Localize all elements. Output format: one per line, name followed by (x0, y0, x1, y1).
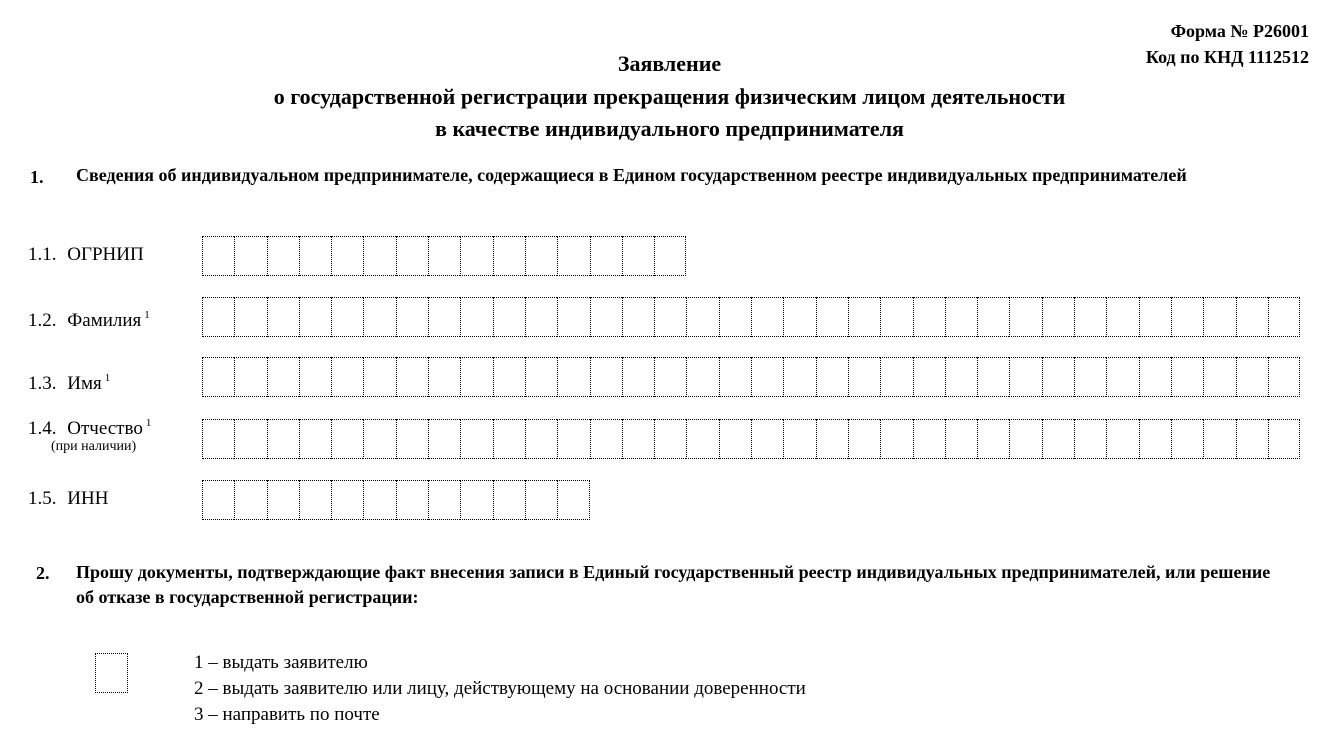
patronymic-input-grid[interactable] (202, 419, 1300, 459)
char-cell[interactable] (1009, 297, 1041, 337)
char-cell[interactable] (622, 419, 654, 459)
char-cell[interactable] (1268, 357, 1300, 397)
char-cell[interactable] (202, 419, 234, 459)
char-cell[interactable] (622, 236, 654, 276)
char-cell[interactable] (234, 236, 266, 276)
form-number: Форма № Р26001 (1170, 21, 1309, 41)
char-cell[interactable] (880, 357, 912, 397)
char-cell[interactable] (525, 419, 557, 459)
char-cell[interactable] (267, 297, 299, 337)
section1-heading: Сведения об индивидуальном предпринимателе, содержащиеся в Едином государственном реестре индивидуальных предпринимателей (76, 165, 1187, 185)
char-cell[interactable] (1203, 297, 1235, 337)
char-cell[interactable] (1106, 419, 1138, 459)
char-cell[interactable] (1106, 297, 1138, 337)
field-label-text: Имя (67, 373, 102, 394)
char-cell[interactable] (1009, 419, 1041, 459)
char-cell[interactable] (1171, 419, 1203, 459)
char-cell[interactable] (719, 357, 751, 397)
field-label-text: ИНН (67, 488, 109, 509)
char-cell[interactable] (299, 480, 331, 520)
char-cell[interactable] (1203, 419, 1235, 459)
char-cell[interactable] (428, 236, 460, 276)
char-cell[interactable] (234, 419, 266, 459)
footnote-marker: 1 (144, 309, 150, 321)
char-cell[interactable] (816, 297, 848, 337)
field-name-label (28, 366, 110, 396)
char-cell[interactable] (977, 357, 1009, 397)
char-cell[interactable] (880, 297, 912, 337)
surname-input-grid[interactable] (202, 297, 1300, 337)
char-cell[interactable] (267, 236, 299, 276)
char-cell[interactable] (557, 297, 589, 337)
field-label-text: Отчество (67, 418, 143, 439)
char-cell[interactable] (460, 480, 492, 520)
char-cell[interactable] (945, 419, 977, 459)
char-cell[interactable] (202, 297, 234, 337)
char-cell[interactable] (654, 419, 686, 459)
char-cell[interactable] (493, 419, 525, 459)
delivery-method-checkbox[interactable] (95, 653, 128, 693)
field-number: 1.3. (28, 373, 57, 394)
char-cell[interactable] (428, 419, 460, 459)
char-cell[interactable] (460, 419, 492, 459)
field-number: 1.1. (28, 244, 57, 265)
char-cell[interactable] (363, 419, 395, 459)
char-cell[interactable] (557, 236, 589, 276)
char-cell[interactable] (1074, 297, 1106, 337)
char-cell[interactable] (299, 419, 331, 459)
char-cell[interactable] (267, 480, 299, 520)
char-cell[interactable] (428, 297, 460, 337)
char-cell[interactable] (525, 297, 557, 337)
char-cell[interactable] (751, 297, 783, 337)
char-cell[interactable] (654, 357, 686, 397)
knd-code: Код по КНД 1112512 (1145, 47, 1309, 67)
char-cell[interactable] (396, 236, 428, 276)
char-cell[interactable] (816, 357, 848, 397)
char-cell[interactable] (525, 236, 557, 276)
char-cell[interactable] (719, 297, 751, 337)
char-cell[interactable] (493, 297, 525, 337)
char-cell[interactable] (331, 357, 363, 397)
field-number: 1.5. (28, 488, 57, 509)
char-cell[interactable] (913, 357, 945, 397)
char-cell[interactable] (557, 419, 589, 459)
field-label-text: ОГРНИП (67, 244, 144, 265)
document-title: Заявление (617, 51, 722, 76)
char-cell[interactable] (848, 297, 880, 337)
char-cell[interactable] (783, 419, 815, 459)
char-cell[interactable] (1139, 419, 1171, 459)
char-cell[interactable] (590, 297, 622, 337)
field-inn-label (28, 487, 108, 511)
char-cell[interactable] (428, 480, 460, 520)
char-cell[interactable] (525, 357, 557, 397)
char-cell[interactable] (428, 357, 460, 397)
char-cell[interactable] (267, 419, 299, 459)
char-cell[interactable] (1236, 297, 1268, 337)
section2-heading: Прошу документы, подтверждающие факт внесения записи в Единый государственный реестр индивидуальных предпринимателей, или решение об отказе в государственной регистрации: (76, 562, 1271, 607)
char-cell[interactable] (363, 480, 395, 520)
char-cell[interactable] (331, 480, 363, 520)
char-cell[interactable] (1171, 297, 1203, 337)
char-cell[interactable] (1042, 419, 1074, 459)
char-cell[interactable] (234, 357, 266, 397)
char-cell[interactable] (1236, 419, 1268, 459)
char-cell[interactable] (977, 419, 1009, 459)
char-cell[interactable] (1139, 297, 1171, 337)
footnote-marker: 1 (104, 372, 111, 384)
char-cell[interactable] (460, 236, 492, 276)
name-input-grid[interactable] (202, 357, 1300, 397)
char-cell[interactable] (1268, 419, 1300, 459)
char-cell[interactable] (654, 236, 686, 276)
char-cell[interactable] (202, 480, 234, 520)
ogrnip-input-grid[interactable] (202, 236, 686, 276)
char-cell[interactable] (331, 419, 363, 459)
document-subtitle-line2: в качестве индивидуального предпринимателя (435, 116, 904, 141)
char-cell[interactable] (719, 419, 751, 459)
section1-number: 1. (30, 167, 44, 187)
char-cell[interactable] (557, 480, 589, 520)
char-cell[interactable] (751, 419, 783, 459)
section2-number: 2. (36, 563, 50, 583)
char-cell[interactable] (299, 357, 331, 397)
char-cell[interactable] (299, 236, 331, 276)
option-2: 2 – выдать заявителю или лицу, действующему на основании доверенности (194, 678, 806, 699)
document-subtitle-line1: о государственной регистрации прекращения физическим лицом деятельности (273, 84, 1066, 109)
char-cell[interactable] (816, 419, 848, 459)
char-cell[interactable] (331, 297, 363, 337)
char-cell[interactable] (783, 357, 815, 397)
char-cell[interactable] (493, 357, 525, 397)
char-cell[interactable] (396, 357, 428, 397)
inn-input-grid[interactable] (202, 480, 590, 520)
char-cell[interactable] (1268, 297, 1300, 337)
char-cell[interactable] (945, 357, 977, 397)
char-cell[interactable] (396, 297, 428, 337)
char-cell[interactable] (1139, 357, 1171, 397)
char-cell[interactable] (783, 297, 815, 337)
char-cell[interactable] (1236, 357, 1268, 397)
option-3: 3 – направить по почте (194, 704, 380, 725)
char-cell[interactable] (1074, 357, 1106, 397)
char-cell[interactable] (1106, 357, 1138, 397)
char-cell[interactable] (331, 236, 363, 276)
char-cell[interactable] (880, 419, 912, 459)
char-cell[interactable] (557, 357, 589, 397)
char-cell[interactable] (848, 419, 880, 459)
char-cell[interactable] (1074, 419, 1106, 459)
field-number: 1.4. (28, 418, 57, 439)
char-cell[interactable] (751, 357, 783, 397)
field-surname-label (28, 303, 150, 333)
char-cell[interactable] (1171, 357, 1203, 397)
footnote-marker: 1 (145, 417, 152, 429)
char-cell[interactable] (848, 357, 880, 397)
char-cell[interactable] (202, 357, 234, 397)
char-cell[interactable] (202, 236, 234, 276)
char-cell[interactable] (493, 236, 525, 276)
char-cell[interactable] (1203, 357, 1235, 397)
char-cell[interactable] (686, 419, 718, 459)
char-cell[interactable] (363, 297, 395, 337)
char-cell[interactable] (654, 297, 686, 337)
char-cell[interactable] (590, 419, 622, 459)
char-cell[interactable] (1009, 357, 1041, 397)
char-cell[interactable] (686, 357, 718, 397)
char-cell[interactable] (622, 297, 654, 337)
char-cell[interactable] (1042, 357, 1074, 397)
field-label-text: Фамилия (67, 310, 142, 331)
option-1: 1 – выдать заявителю (194, 652, 368, 673)
char-cell[interactable] (977, 297, 1009, 337)
char-cell[interactable] (299, 297, 331, 337)
field-ogrnip-label (28, 243, 144, 267)
char-cell[interactable] (622, 357, 654, 397)
char-cell[interactable] (945, 297, 977, 337)
field-patronymic-label (28, 411, 151, 441)
field-patronymic-note: (при наличии) (51, 439, 137, 454)
char-cell[interactable] (363, 236, 395, 276)
char-cell[interactable] (525, 480, 557, 520)
char-cell[interactable] (913, 297, 945, 337)
field-number: 1.2. (28, 310, 57, 331)
char-cell[interactable] (234, 297, 266, 337)
char-cell[interactable] (396, 419, 428, 459)
char-cell[interactable] (234, 480, 266, 520)
char-cell[interactable] (396, 480, 428, 520)
char-cell[interactable] (267, 357, 299, 397)
char-cell[interactable] (493, 480, 525, 520)
char-cell[interactable] (363, 357, 395, 397)
char-cell[interactable] (460, 357, 492, 397)
char-cell[interactable] (686, 297, 718, 337)
char-cell[interactable] (590, 357, 622, 397)
char-cell[interactable] (1042, 297, 1074, 337)
char-cell[interactable] (460, 297, 492, 337)
char-cell[interactable] (913, 419, 945, 459)
char-cell[interactable] (590, 236, 622, 276)
